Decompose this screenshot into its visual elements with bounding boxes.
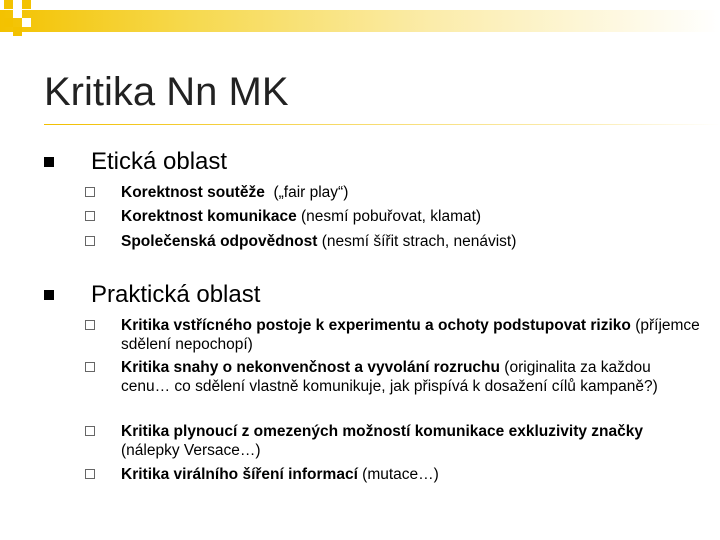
square-bullet-icon	[44, 290, 54, 300]
decorative-header-band	[0, 0, 720, 40]
title-underline	[44, 124, 720, 125]
decorative-square	[22, 18, 31, 27]
item-rest-text: (nálepky Versace…)	[121, 442, 261, 459]
item-rest-text: (příjemce sdělení nepochopí)	[121, 317, 700, 353]
decorative-square	[13, 27, 22, 36]
item-rest-text: (nesmí šířit strach, nenávist)	[317, 233, 517, 250]
section-heading-text: Praktická oblast	[91, 281, 261, 308]
checkbox-bullet-icon	[85, 211, 95, 221]
item-rest-text: (originalita za každou cenu… co sdělení vlastně komunikuje, jak přispívá k dosažení cílů kampaně?)	[121, 359, 658, 395]
item-rest-text: („fair play“)	[264, 184, 349, 201]
decorative-square	[13, 9, 22, 18]
checkbox-bullet-icon	[85, 469, 95, 479]
checkbox-bullet-icon	[85, 362, 95, 372]
decorative-square	[4, 0, 13, 9]
checkbox-bullet-icon	[85, 320, 95, 330]
square-bullet-icon	[44, 157, 54, 167]
item-bold-text: Společenská odpovědnost	[121, 233, 318, 250]
decorative-square	[22, 0, 31, 9]
checkbox-bullet-icon	[85, 187, 95, 197]
section-heading-text: Etická oblast	[91, 148, 228, 175]
item-rest-text: (nesmí pobuřovat, klamat)	[296, 208, 482, 225]
slide-title: Kritika Nn MK	[44, 70, 289, 114]
decorative-square	[4, 18, 13, 27]
item-bold-text: Kritika virálního šíření informací	[121, 466, 358, 483]
item-rest-text: (mutace…)	[357, 466, 439, 483]
checkbox-bullet-icon	[85, 426, 95, 436]
item-bold-text: Kritika vstřícného postoje k experimentu a ochoty podstupovat riziko	[121, 317, 631, 334]
item-bold-text: Kritika snahy o nekonvenčnost a vyvolání rozruchu	[121, 359, 500, 376]
gradient-band	[0, 10, 720, 32]
checkbox-bullet-icon	[85, 236, 95, 246]
item-bold-text: Korektnost soutěže	[121, 184, 265, 201]
item-bold-text: Kritika plynoucí z omezených možností komunikace exkluzivity značky	[121, 423, 643, 440]
item-bold-text: Korektnost komunikace	[121, 208, 297, 225]
